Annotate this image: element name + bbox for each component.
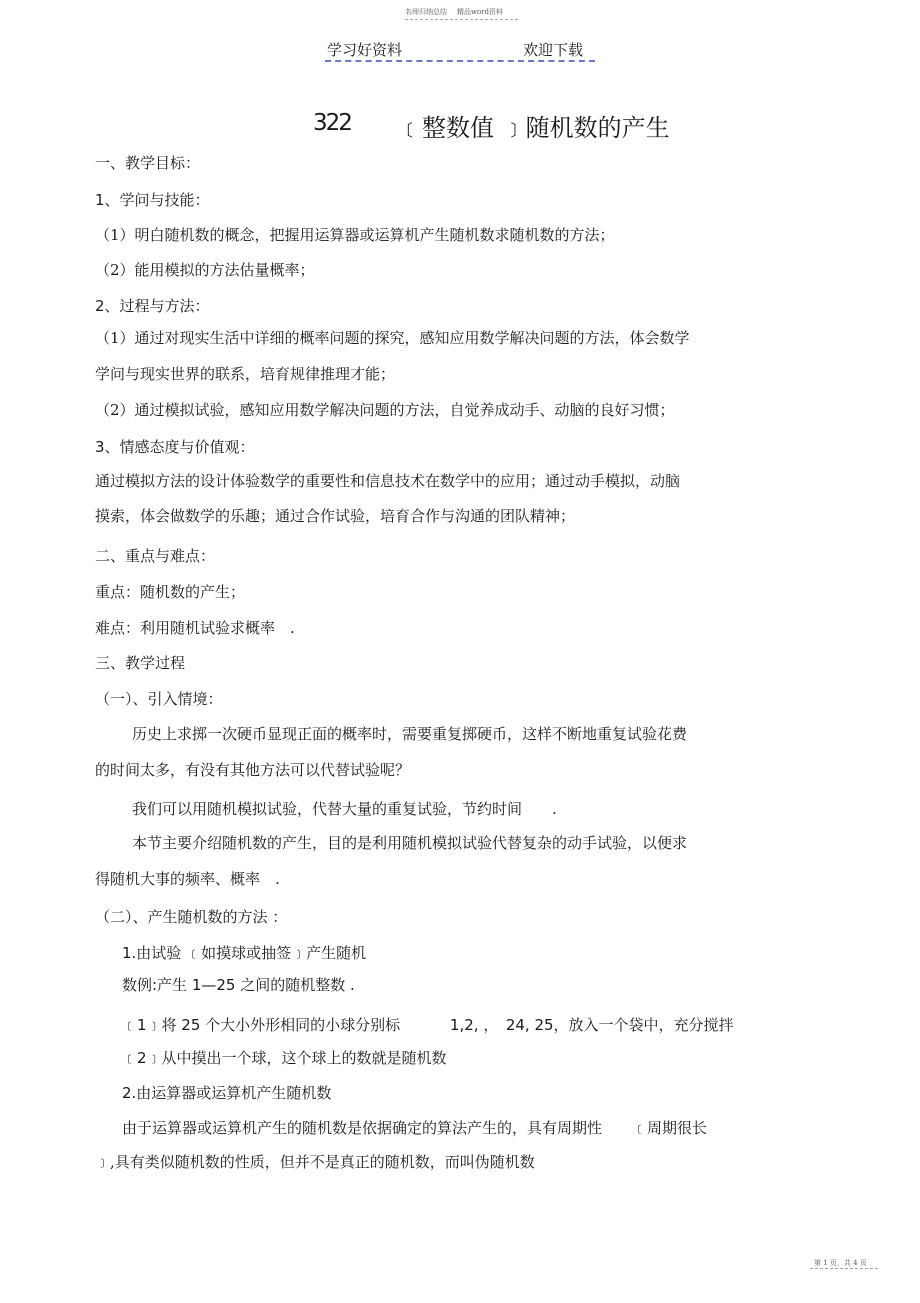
paragraph-line: 重点：随机数的产生； bbox=[95, 583, 246, 601]
header-right: 欢迎下载 bbox=[523, 41, 584, 59]
paragraph-line: 通过模拟方法的设计体验数学的重要性和信息技术在数学中的应用；通过动手模拟，动脑 bbox=[95, 472, 681, 490]
paragraph-line: ﹝2﹞从中摸出一个球，这个球上的数就是随机数 bbox=[122, 1049, 447, 1067]
paragraph-line: 历史上求掷一次硬币显现正面的概率时，需要重复掷硬币，这样不断地重复试验花费 bbox=[132, 725, 688, 743]
title-number: 322 bbox=[313, 110, 351, 136]
paragraph-line: （1）通过对现实生活中详细的概率问题的探究，感知应用数学解决问题的方法，体会数学 bbox=[95, 329, 690, 347]
method-heading: 2.由运算器或运算机产生随机数 bbox=[122, 1084, 332, 1102]
page-number: 第 1 页，共 4 页 bbox=[814, 1259, 867, 1267]
paragraph-line: 摸索，体会做数学的乐趣；通过合作试验，培育合作与沟通的团队精神； bbox=[95, 507, 576, 525]
header-left: 学习好资料 bbox=[327, 41, 403, 59]
paragraph-line: ﹞,具有类似随机数的性质，但并不是真正的随机数，而叫伪随机数 bbox=[95, 1153, 535, 1171]
header-divider bbox=[325, 60, 595, 62]
top-banner bbox=[405, 7, 503, 17]
subsection-heading: （一）、引入情境： bbox=[95, 690, 223, 708]
paragraph-line: （1）明白随机数的概念，把握用运算器或运算机产生随机数求随机数的方法； bbox=[95, 226, 615, 244]
banner-divider bbox=[405, 19, 518, 20]
banner-left: 名师归纳总结 bbox=[405, 8, 447, 16]
banner-right: 精品word资料 bbox=[457, 8, 504, 16]
subsection-heading: 2、过程与方法： bbox=[95, 297, 210, 315]
paragraph-line: 得随机大事的频率、概率 . bbox=[95, 870, 280, 888]
subsection-heading: 3、情感态度与价值观： bbox=[95, 438, 255, 456]
footer-divider bbox=[810, 1268, 878, 1269]
subsection-heading: 1、学问与技能： bbox=[95, 191, 210, 209]
paragraph-line: 学问与现实世界的联系，培育规律推理才能； bbox=[95, 365, 396, 383]
page-title: ﹝整数值 ﹞随机数的产生 bbox=[398, 114, 670, 142]
paragraph-line: 数例:产生 1—25 之间的随机整数 . bbox=[122, 976, 355, 994]
section-heading: 一、教学目标： bbox=[95, 154, 201, 172]
section-heading: 二、重点与难点： bbox=[95, 547, 216, 565]
paragraph-line: ﹝1﹞将 25 个大小外形相同的小球分别标 1,2, ， 24, 25，放入一个袋中，充分搅拌 bbox=[122, 1016, 734, 1034]
paragraph-line: （2）通过模拟试验，感知应用数学解决问题的方法，自觉养成动手、动脑的良好习惯； bbox=[95, 401, 675, 419]
method-heading: 1.由试验 ﹝如摸球或抽签﹞产生随机 bbox=[122, 944, 367, 962]
paragraph-line: 本节主要介绍随机数的产生，目的是利用随机模拟试验代替复杂的动手试验，以便求 bbox=[132, 834, 688, 852]
paragraph-line: 由于运算器或运算机产生的随机数是依据确定的算法产生的，具有周期性 ﹝周期很长 bbox=[122, 1119, 708, 1137]
paragraph-line: 难点：利用随机试验求概率 . bbox=[95, 619, 295, 637]
paragraph-line: （2）能用模拟的方法估量概率； bbox=[95, 261, 315, 279]
section-heading: 三、教学过程 bbox=[95, 654, 186, 672]
paragraph-line: 我们可以用随机模拟试验，代替大量的重复试验，节约时间 . bbox=[132, 800, 557, 818]
paragraph-line: 的时间太多，有没有其他方法可以代替试验呢？ bbox=[95, 761, 411, 779]
subsection-heading: （二）、产生随机数的方法 ： bbox=[95, 908, 288, 926]
